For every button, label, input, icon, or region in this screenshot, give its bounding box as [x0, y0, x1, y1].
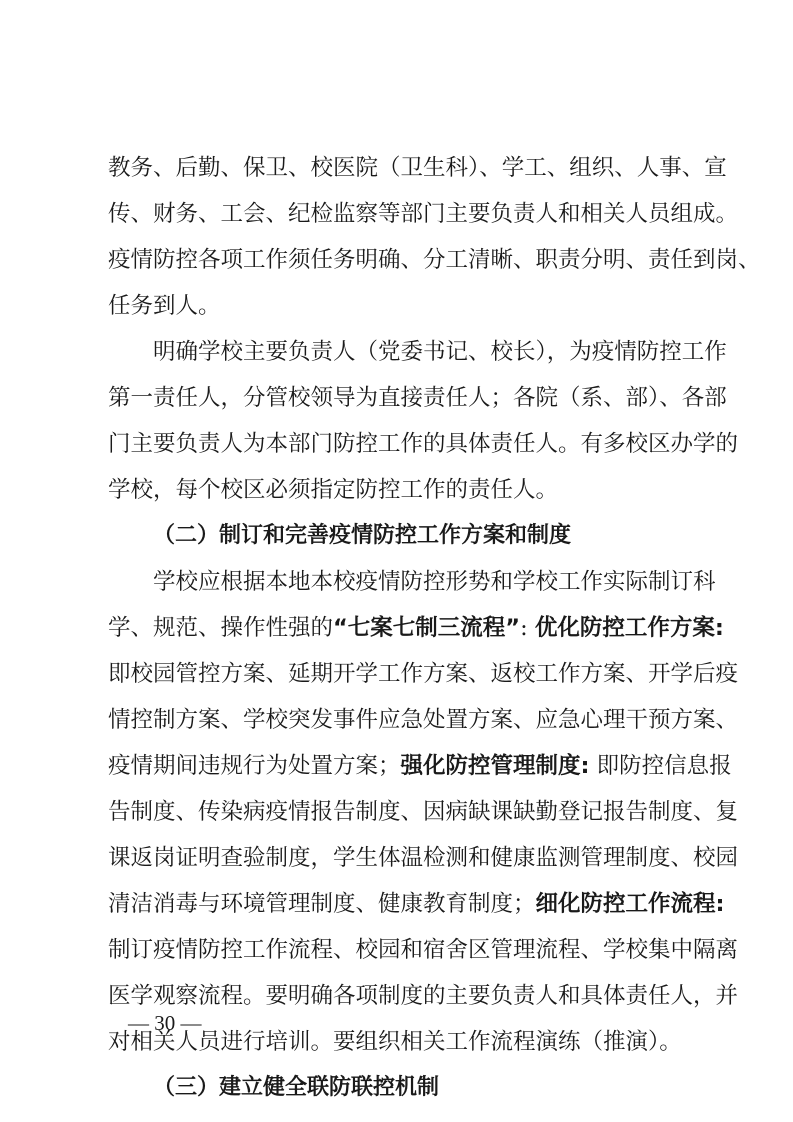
text-line: 对相关人员进行培训。要组织相关工作流程演练（推演）。: [108, 1029, 682, 1055]
text-line: 课返岗证明查验制度，学生体温检测和健康监测管理制度、校园: [108, 845, 739, 871]
text-line: 情控制方案、学校突发事件应急处置方案、应急心理干预方案、: [108, 707, 739, 733]
paragraph-plans-and-systems: [108, 559, 739, 1065]
text-run: 疫情期间违规行为处置方案；: [108, 753, 401, 779]
text-run: 学、规范、操作性强的: [108, 615, 334, 641]
text-line: [108, 743, 732, 789]
bold-phrase-optimize-plans: 优化防控工作方案:: [534, 615, 724, 641]
text-run: 即防控信息报: [589, 753, 732, 779]
bold-phrase-seven-plans: “七案七制三流程”: [333, 615, 521, 641]
text-line: 学校，每个校区必须指定防控工作的责任人。: [108, 477, 559, 503]
text-line: 教务、后勤、保卫、校医院（卫生科）、学工、组织、人事、宣: [108, 155, 727, 181]
text-line: 制订疫情防控工作流程、校园和宿舍区管理流程、学校集中隔离: [108, 937, 739, 963]
text-run: :: [520, 615, 535, 641]
text-line: 传、财务、工会、纪检监察等部门主要负责人和相关人员组成。: [108, 201, 739, 227]
text-run: 清洁消毒与环境管理制度、健康教育制度；: [108, 891, 536, 917]
section-heading-2: （二）制订和完善疫情防控工作方案和制度: [153, 523, 572, 548]
text-line: 疫情防控各项工作须任务明确、分工清晰、职责分明、责任到岗、: [108, 247, 761, 273]
text-line: 第一责任人，分管校领导为直接责任人；各院（系、部）、各部: [108, 385, 727, 411]
text-line: 门主要负责人为本部门防控工作的具体责任人。有多校区办学的: [108, 431, 739, 457]
text-line: 即校园管控方案、延期开学工作方案、返校工作方案、开学后疫: [108, 661, 739, 687]
page-number: — 30 —: [128, 1011, 202, 1035]
document-body: [108, 145, 761, 1111]
text-line: 告制度、传染病疫情报告制度、因病缺课缺勤登记报告制度、复: [108, 799, 739, 825]
section-heading-3: （三）建立健全联防联控机制: [153, 1075, 440, 1100]
text-line: [108, 881, 725, 927]
paragraph-responsible-persons: [108, 329, 739, 513]
text-line: [108, 605, 724, 651]
text-line: 明确学校主要负责人（党委书记、校长），为疫情防控工作: [153, 339, 727, 365]
text-line: 学校应根据本地本校疫情防控形势和学校工作实际制订科: [153, 569, 716, 595]
bold-phrase-strengthen-systems: 强化防控管理制度:: [400, 753, 590, 779]
paragraph-responsibility-members: [108, 145, 761, 329]
text-line: 医学观察流程。要明确各项制度的主要负责人和具体责任人，并: [108, 983, 739, 1009]
text-line: 任务到人。: [108, 293, 221, 319]
bold-phrase-refine-processes: 细化防控工作流程:: [535, 891, 725, 917]
